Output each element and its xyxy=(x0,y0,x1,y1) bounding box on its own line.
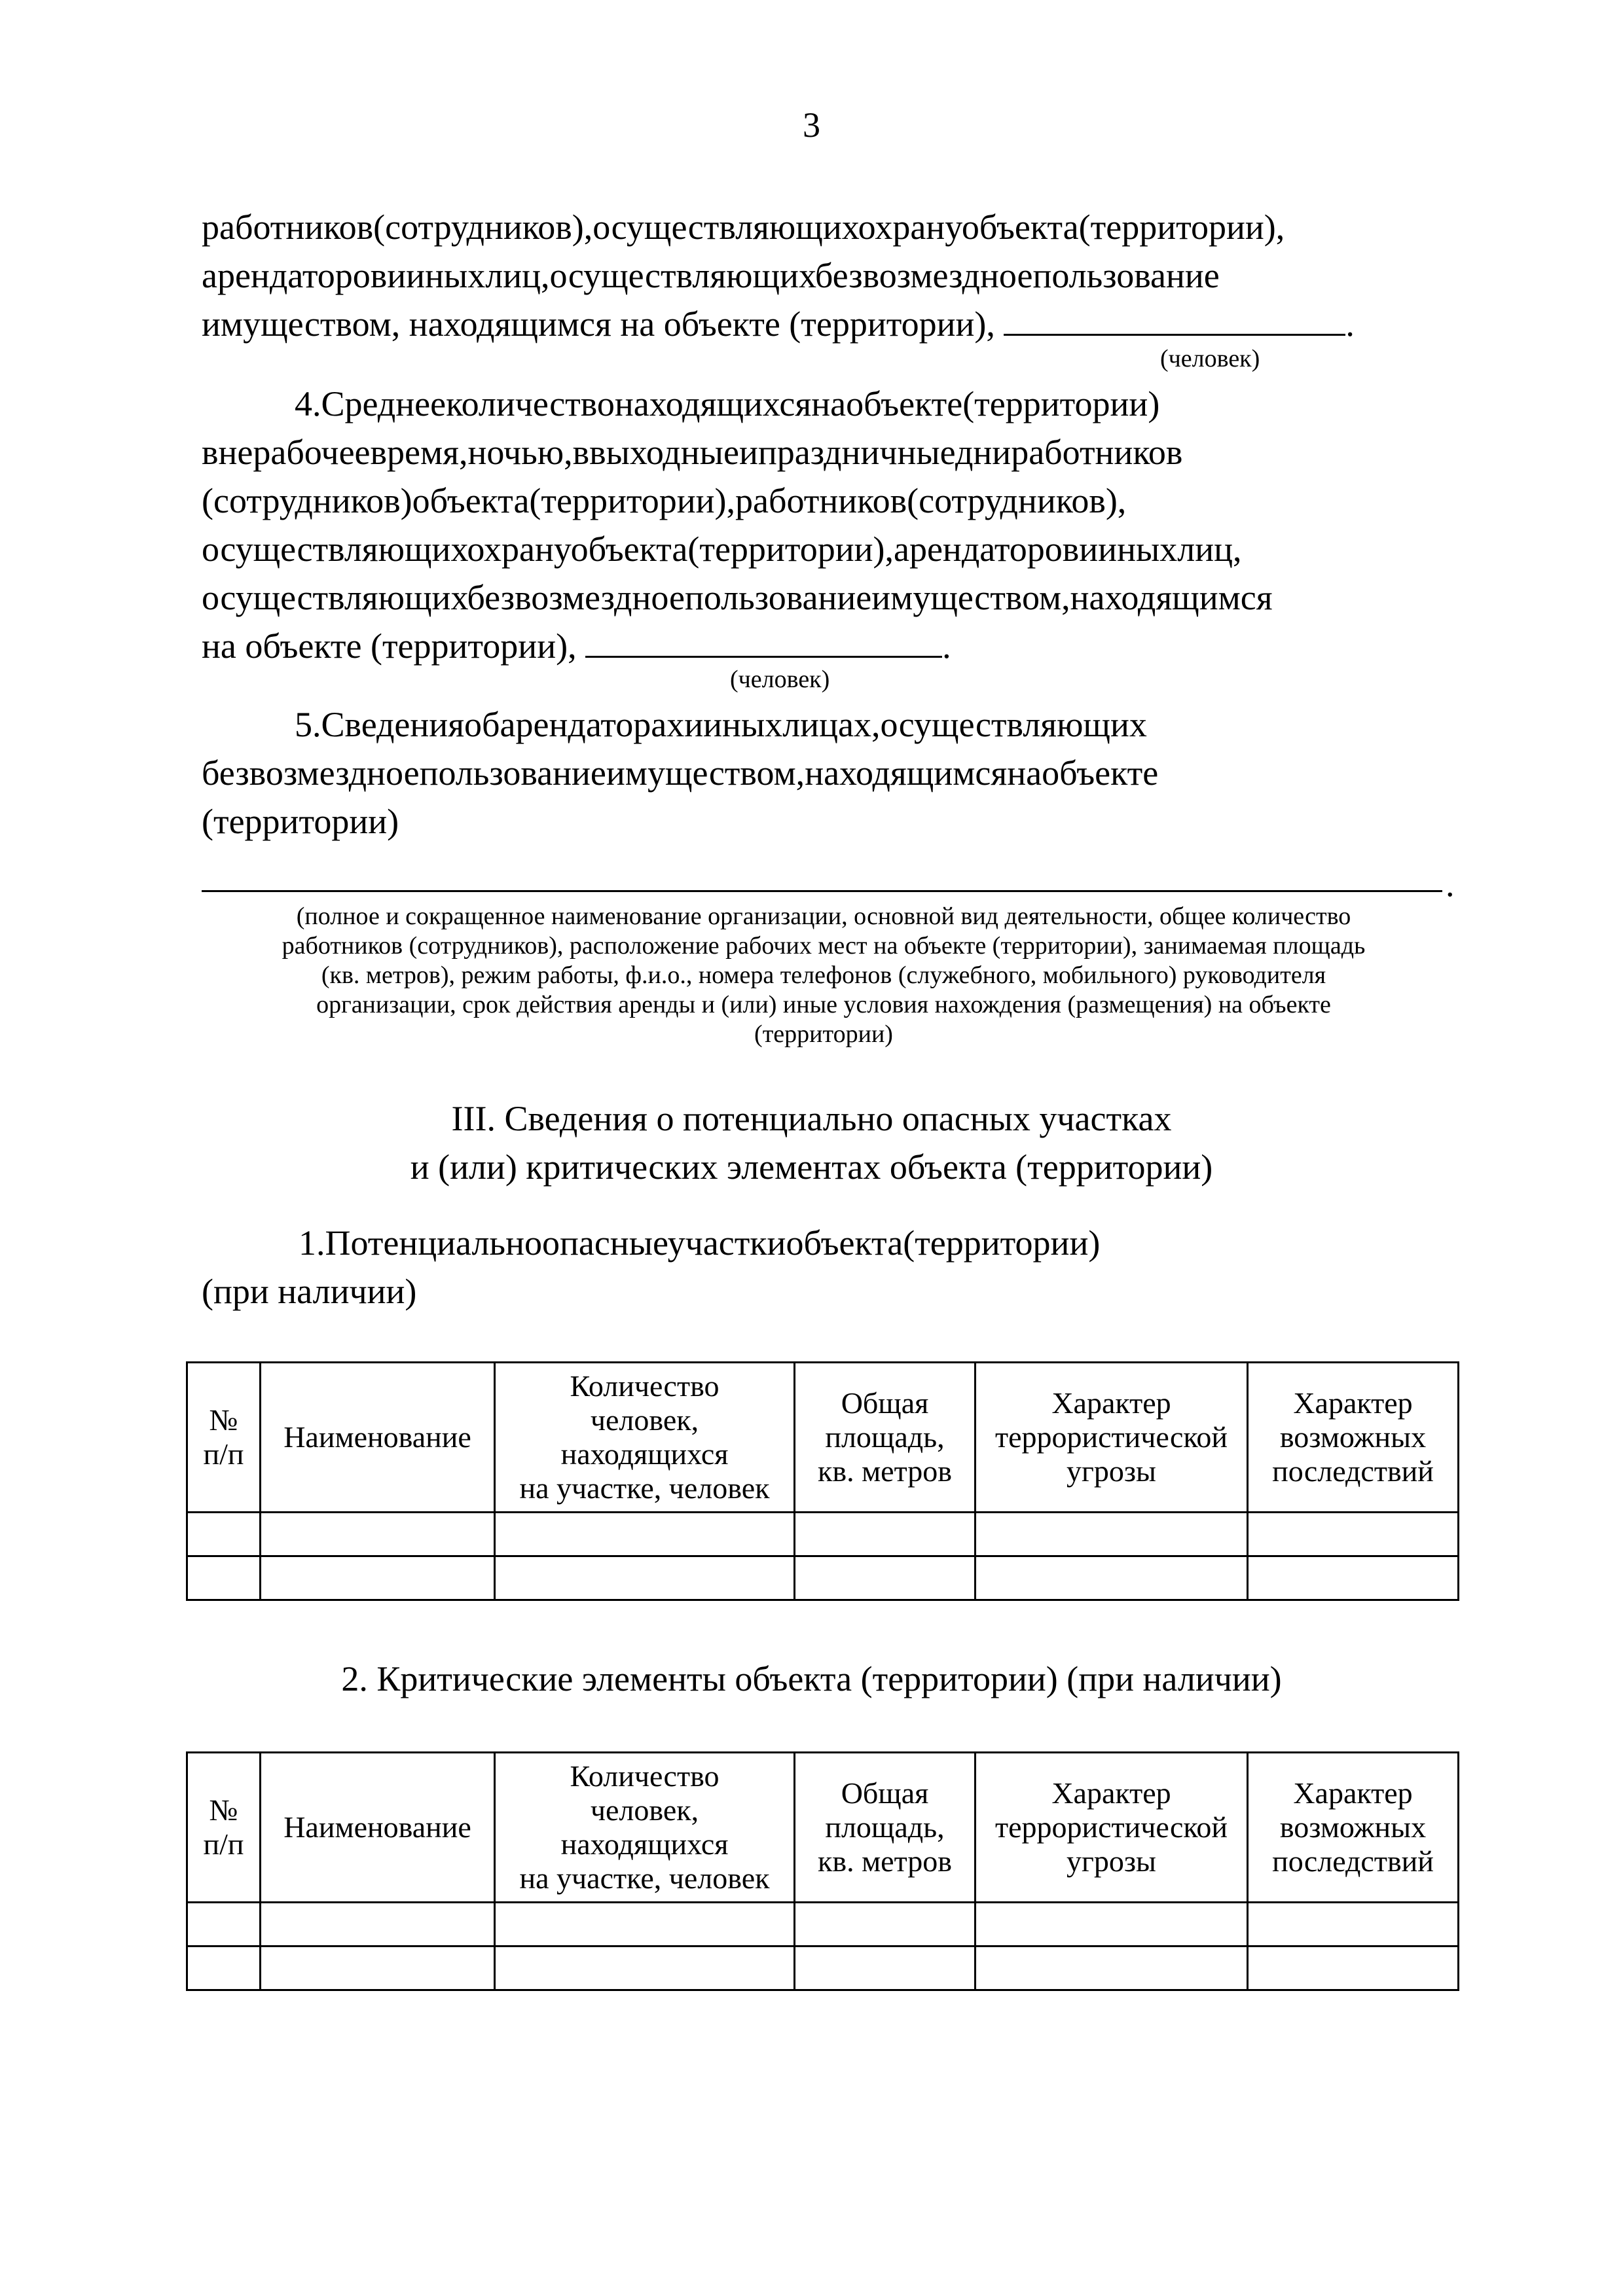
word: (территории), xyxy=(1078,207,1285,247)
word: объекта xyxy=(570,529,688,569)
word: опасные xyxy=(541,1223,668,1263)
word: количество xyxy=(446,384,615,423)
word: в xyxy=(202,433,219,472)
table-cell xyxy=(795,1556,976,1600)
header-people-count: Количество человек, находящихся на участке, человек xyxy=(495,1753,795,1903)
word: охрану xyxy=(467,529,571,569)
table-cell xyxy=(495,1556,795,1600)
text-line xyxy=(202,700,1446,749)
word: участки xyxy=(667,1223,786,1263)
text-line xyxy=(202,476,1446,525)
table-cell xyxy=(1248,1903,1459,1946)
word: лицах, xyxy=(782,705,881,744)
word: работников xyxy=(735,481,907,520)
word: арендаторах xyxy=(500,705,685,744)
text-line xyxy=(202,1219,1446,1267)
word: и xyxy=(739,433,758,472)
word: (территории) xyxy=(962,384,1160,423)
word: арендаторов xyxy=(894,529,1080,569)
heading-line: III. Сведения о потенциально опасных участках xyxy=(451,1099,1172,1138)
blank-caption: (человек) xyxy=(1160,345,1260,372)
word: пользование xyxy=(419,753,606,793)
table-cell xyxy=(795,1513,976,1556)
table-row xyxy=(187,1513,1459,1556)
word: находящимся xyxy=(1070,578,1273,617)
word: (территории) xyxy=(903,1223,1101,1263)
word: в xyxy=(572,433,590,472)
header-number: № п/п xyxy=(187,1753,261,1903)
text-line xyxy=(202,380,1446,428)
field-explanation xyxy=(202,902,1446,1049)
text-line xyxy=(202,300,1446,348)
word: осуществляющих xyxy=(549,256,815,295)
table-row xyxy=(187,1556,1459,1600)
explanation-line: работников (сотрудников), расположение рабочих мест на объекте (территории), занимаемая площадь xyxy=(282,932,1366,960)
word: охрану xyxy=(858,207,962,247)
word: пользование xyxy=(684,578,872,617)
table-header-row xyxy=(187,1363,1459,1513)
word: Среднее xyxy=(321,384,447,423)
word: выходные xyxy=(589,433,739,472)
table-cell xyxy=(495,1946,795,1990)
word: 1. xyxy=(299,1223,325,1263)
word: Сведения xyxy=(321,705,465,744)
fill-in-line xyxy=(202,890,1442,892)
subsection1-title xyxy=(202,1219,1446,1316)
word: лиц, xyxy=(1177,529,1242,569)
table-cell xyxy=(261,1946,495,1990)
subsection2-title xyxy=(0,1655,1623,1703)
end-mark: . xyxy=(1446,865,1455,904)
word: объекта xyxy=(786,1223,903,1263)
item4-paragraph xyxy=(202,380,1446,670)
header-threat-type: Характер террористической угрозы xyxy=(976,1363,1248,1513)
explanation-line: (кв. метров), режим работы, ф.и.о., номера телефонов (служебного, мобильного) руководителя xyxy=(321,961,1326,989)
table-cell xyxy=(187,1513,261,1556)
word: осуществляющих xyxy=(202,529,467,569)
word: время, xyxy=(370,433,468,472)
word: ночью, xyxy=(467,433,573,472)
word: безвозмездное xyxy=(814,256,1033,295)
word: осуществляющих xyxy=(202,578,467,617)
word: (территории), xyxy=(687,529,894,569)
header-threat-type: Характер террористической угрозы xyxy=(976,1753,1248,1903)
word: иных xyxy=(703,705,783,744)
table-cell xyxy=(495,1513,795,1556)
word: объекте xyxy=(846,384,963,423)
fill-in-blank xyxy=(1004,302,1345,336)
table-cell xyxy=(1248,1556,1459,1600)
word: иных xyxy=(1098,529,1178,569)
header-number: № п/п xyxy=(187,1363,261,1513)
word: (сотрудников) xyxy=(202,481,412,520)
critical-elements-table xyxy=(186,1751,1459,1991)
word: находящихся xyxy=(614,384,812,423)
item5-paragraph xyxy=(202,700,1446,846)
table-cell xyxy=(261,1513,495,1556)
table-cell xyxy=(976,1513,1248,1556)
word: дни xyxy=(955,433,1012,472)
word: иных xyxy=(406,256,486,295)
text-line: (территории) xyxy=(202,802,399,841)
explanation-line: (территории) xyxy=(754,1020,893,1048)
intro-paragraph xyxy=(202,203,1446,348)
table-cell xyxy=(1248,1946,1459,1990)
word: объекта xyxy=(961,207,1079,247)
explanation-line: (полное и сокращенное наименование организации, основной вид деятельности, общее количество xyxy=(296,903,1351,930)
word: (сотрудников), xyxy=(907,481,1127,520)
heading-line: 2. Критические элементы объекта (территории) (при наличии) xyxy=(341,1659,1282,1698)
table-cell xyxy=(976,1556,1248,1600)
blank-caption: (человек) xyxy=(730,666,830,693)
table-cell xyxy=(976,1903,1248,1946)
word: 5. xyxy=(295,705,321,744)
text-line: (при наличии) xyxy=(202,1272,417,1311)
word: праздничные xyxy=(757,433,955,472)
table-header-row xyxy=(187,1753,1459,1903)
table-cell xyxy=(261,1903,495,1946)
text-line xyxy=(202,622,1446,670)
table-cell xyxy=(976,1946,1248,1990)
table-cell xyxy=(795,1946,976,1990)
fill-in-blank xyxy=(585,624,942,658)
table-row xyxy=(187,1946,1459,1990)
word: имуществом, xyxy=(871,578,1070,617)
word: объекта xyxy=(412,481,530,520)
header-people-count: Количество человек, находящихся на участке, человек xyxy=(495,1363,795,1513)
table-cell xyxy=(495,1903,795,1946)
word: 4. xyxy=(295,384,321,423)
word: осуществляющих xyxy=(593,207,858,247)
table-cell xyxy=(795,1903,976,1946)
section-heading xyxy=(0,1094,1623,1191)
word: лиц, xyxy=(485,256,550,295)
word: на xyxy=(811,384,847,423)
table-cell xyxy=(187,1556,261,1600)
word: об xyxy=(464,705,500,744)
text-line xyxy=(202,525,1446,573)
header-name: Наименование xyxy=(261,1753,495,1903)
word: осуществляющих xyxy=(880,705,1147,744)
text-line xyxy=(202,428,1446,476)
header-area: Общая площадь, кв. метров xyxy=(795,1363,976,1513)
word: безвозмездное xyxy=(202,753,420,793)
word: на xyxy=(1007,753,1042,793)
text-fragment: имуществом, находящимся на объекте (территории), xyxy=(202,304,995,344)
header-consequences: Характер возможных последствий xyxy=(1248,1753,1459,1903)
word: работников xyxy=(202,207,374,247)
word: и xyxy=(1079,529,1099,569)
word: безвозмездное xyxy=(467,578,685,617)
header-consequences: Характер возможных последствий xyxy=(1248,1363,1459,1513)
text-line xyxy=(202,749,1446,797)
text-line xyxy=(202,573,1446,622)
word: (территории), xyxy=(529,481,736,520)
word: пользование xyxy=(1032,256,1220,295)
heading-line: и (или) критических элементах объекта (территории) xyxy=(410,1147,1213,1187)
table-cell xyxy=(1248,1513,1459,1556)
header-area: Общая площадь, кв. метров xyxy=(795,1753,976,1903)
word: (сотрудников), xyxy=(373,207,593,247)
word: Потенциально xyxy=(325,1223,542,1263)
word: нерабочее xyxy=(218,433,371,472)
word: и xyxy=(684,705,704,744)
text-line xyxy=(202,251,1446,300)
table-cell xyxy=(261,1556,495,1600)
word: объекте xyxy=(1042,753,1159,793)
word: и xyxy=(387,256,407,295)
text-line xyxy=(202,203,1446,251)
table-cell xyxy=(187,1903,261,1946)
end-mark: . xyxy=(1345,304,1355,344)
page-number: 3 xyxy=(803,105,820,145)
header-name: Наименование xyxy=(261,1363,495,1513)
word: имуществом, xyxy=(606,753,805,793)
word: арендаторов xyxy=(202,256,388,295)
text-fragment: на объекте (территории), xyxy=(202,626,577,666)
word: находящимся xyxy=(805,753,1008,793)
dangerous-areas-table xyxy=(186,1361,1459,1601)
table-cell xyxy=(187,1946,261,1990)
table-row xyxy=(187,1903,1459,1946)
explanation-line: организации, срок действия аренды и (или) иные условия нахождения (размещения) на объекте xyxy=(316,991,1331,1018)
word: работников xyxy=(1011,433,1183,472)
end-mark: . xyxy=(942,626,951,666)
